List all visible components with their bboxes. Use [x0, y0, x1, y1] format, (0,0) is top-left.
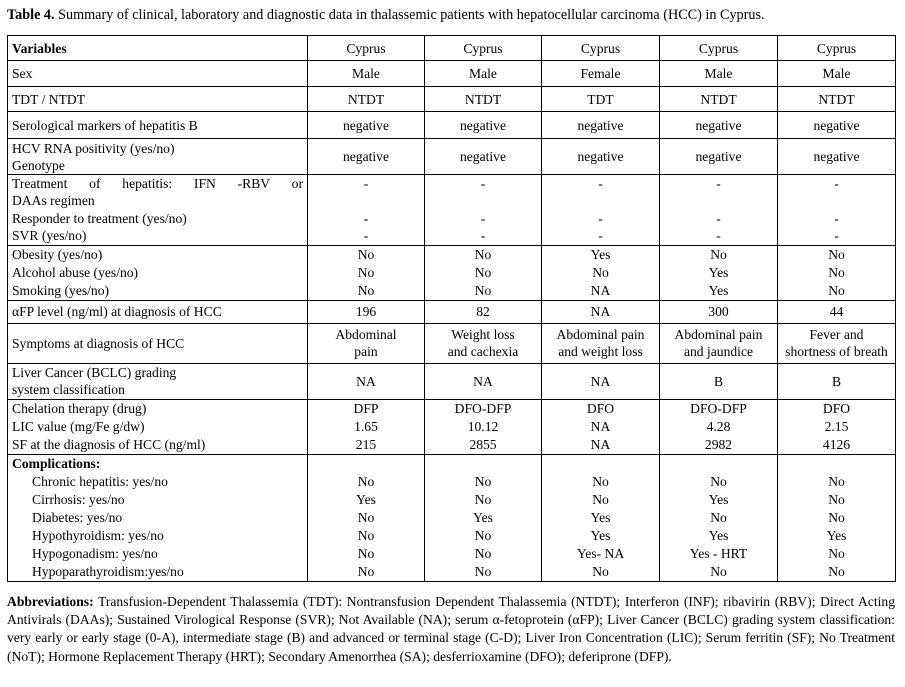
row-label: Alcohol abuse (yes/no): [8, 263, 308, 281]
row-label: Symptoms at diagnosis of HCC: [8, 323, 308, 363]
cell: No: [542, 562, 660, 581]
cell: Yes: [778, 526, 896, 544]
cell: Male: [778, 61, 896, 87]
header-patient-3: Cyprus: [542, 36, 660, 61]
cell: No: [660, 472, 778, 490]
row-sex: [8, 61, 896, 87]
row-tdt: [8, 87, 896, 112]
cell: Abdominal pain: [308, 323, 425, 363]
header-patient-1: Cyprus: [308, 36, 425, 61]
summary-table: [7, 35, 896, 582]
row-hypoparathyroidism: [8, 562, 896, 581]
cell: NA: [542, 435, 660, 454]
row-label: Diabetes: yes/no: [8, 508, 308, 526]
cell: No: [542, 472, 660, 490]
abbreviations-label: Abbreviations:: [7, 594, 94, 609]
row-label: Liver Cancer (BCLC) grading system classification: [8, 363, 308, 399]
cell: Yes: [542, 508, 660, 526]
row-hypogonadism: [8, 544, 896, 562]
cell: No: [308, 472, 425, 490]
cell: No: [660, 245, 778, 263]
row-hypothyroidism: [8, 526, 896, 544]
cell: DFO-DFP: [660, 399, 778, 417]
cell: No: [308, 562, 425, 581]
row-diabetes: [8, 508, 896, 526]
cell: No: [308, 508, 425, 526]
cell: Yes: [660, 263, 778, 281]
cell: Weight loss and cachexia: [425, 323, 542, 363]
cell: 215: [308, 435, 425, 454]
cell: NA: [542, 363, 660, 399]
row-alcohol: [8, 263, 896, 281]
cell: Yes: [660, 526, 778, 544]
cell: No: [308, 281, 425, 300]
cell: DFO: [542, 399, 660, 417]
cell: -: [778, 227, 896, 245]
cell: negative: [425, 139, 542, 175]
cell: Male: [308, 61, 425, 87]
cell: 44: [778, 300, 896, 323]
header-patient-2: Cyprus: [425, 36, 542, 61]
cell: No: [425, 472, 542, 490]
cell: TDT: [542, 87, 660, 112]
row-label: Treatment of hepatitis: IFN -RBV or DAAs regimen: [8, 175, 308, 210]
row-smoking: [8, 281, 896, 300]
row-label: Hypogonadism: yes/no: [8, 544, 308, 562]
cell: -: [542, 227, 660, 245]
cell: No: [778, 508, 896, 526]
row-chelation: [8, 399, 896, 417]
cell: -: [425, 209, 542, 227]
cell: -: [308, 175, 425, 210]
cell: -: [425, 175, 542, 210]
abbreviations-text: Transfusion-Dependent Thalassemia (TDT): Nontransfusion Dependent Thalassemia (NTDT); Interferon (INF); ribavirin (RBV); Direct Acting Antivirals (DAAs); Sustained Virological Response (SVR); Not Available (NA); serum α-fetoprotein (αFP); Liver Cancer (BCLC) grading system classification: very early or early stage (0-A), intermediate stage (B) and advanced or terminal stage (C-D); Liver Iron Concentration (LIC); Serum ferritin (SF); No Treatment (NoT); Hormone Replacement Therapy (HRT); Secondary Amenorrhea (SA); desferrioxamine (DFO); deferiprone (DFP).: [7, 594, 895, 664]
cell: 2982: [660, 435, 778, 454]
cell: 2.15: [778, 417, 896, 435]
cell: Abdominal pain and jaundice: [660, 323, 778, 363]
cell: NTDT: [425, 87, 542, 112]
cell: Yes: [308, 490, 425, 508]
row-label: SF at the diagnosis of HCC (ng/ml): [8, 435, 308, 454]
cell: No: [308, 526, 425, 544]
row-label: Responder to treatment (yes/no): [8, 209, 308, 227]
row-responder: [8, 209, 896, 227]
cell: No: [778, 263, 896, 281]
row-label: Chelation therapy (drug): [8, 399, 308, 417]
row-label: αFP level (ng/ml) at diagnosis of HCC: [8, 300, 308, 323]
table-caption: [7, 6, 902, 24]
cell: Yes- NA: [542, 544, 660, 562]
cell: No: [425, 544, 542, 562]
cell: No: [425, 245, 542, 263]
cell: NTDT: [660, 87, 778, 112]
cell: No: [542, 263, 660, 281]
cell: 4126: [778, 435, 896, 454]
row-treatment: [8, 175, 896, 210]
row-hcv: [8, 139, 896, 175]
cell: B: [778, 363, 896, 399]
cell: 196: [308, 300, 425, 323]
cell: Fever and shortness of breath: [778, 323, 896, 363]
cell: Yes: [542, 245, 660, 263]
cell: Yes: [425, 508, 542, 526]
cell: Yes: [542, 526, 660, 544]
cell: Abdominal pain and weight loss: [542, 323, 660, 363]
caption-text: Summary of clinical, laboratory and diagnostic data in thalassemic patients with hepatocellular carcinoma (HCC) in Cyprus.: [54, 7, 765, 23]
abbreviations-note: [7, 593, 895, 666]
cell: No: [660, 562, 778, 581]
cell: Male: [660, 61, 778, 87]
cell: No: [425, 263, 542, 281]
complications-heading: Complications:: [8, 454, 308, 472]
cell: Female: [542, 61, 660, 87]
cell: No: [425, 526, 542, 544]
cell: NA: [425, 363, 542, 399]
row-label: Chronic hepatitis: yes/no: [8, 472, 308, 490]
cell: No: [778, 562, 896, 581]
cell: No: [778, 544, 896, 562]
cell: NA: [542, 281, 660, 300]
cell: -: [542, 175, 660, 210]
cell: DFO: [778, 399, 896, 417]
cell: NTDT: [778, 87, 896, 112]
header-patient-5: Cyprus: [778, 36, 896, 61]
cell: negative: [308, 112, 425, 139]
cell: negative: [778, 112, 896, 139]
cell: -: [778, 175, 896, 210]
cell: No: [660, 508, 778, 526]
header-patient-4: Cyprus: [660, 36, 778, 61]
cell: -: [425, 227, 542, 245]
cell: 82: [425, 300, 542, 323]
row-label: Hypoparathyroidism:yes/no: [8, 562, 308, 581]
cell: No: [425, 490, 542, 508]
row-lic: [8, 417, 896, 435]
row-sf: [8, 435, 896, 454]
cell: No: [308, 263, 425, 281]
cell: 10.12: [425, 417, 542, 435]
cell: -: [778, 209, 896, 227]
cell: No: [778, 281, 896, 300]
row-label: SVR (yes/no): [8, 227, 308, 245]
cell: Male: [425, 61, 542, 87]
row-bclc: [8, 363, 896, 399]
cell: negative: [542, 139, 660, 175]
row-svr: [8, 227, 896, 245]
row-obesity: [8, 245, 896, 263]
header-row: [8, 36, 896, 61]
cell: NTDT: [308, 87, 425, 112]
row-label: Serological markers of hepatitis B: [8, 112, 308, 139]
cell: negative: [778, 139, 896, 175]
row-label: Cirrhosis: yes/no: [8, 490, 308, 508]
row-chronic-hepatitis: [8, 472, 896, 490]
row-cirrhosis: [8, 490, 896, 508]
row-label: Sex: [8, 61, 308, 87]
cell: No: [778, 472, 896, 490]
cell: 2855: [425, 435, 542, 454]
cell: 4.28: [660, 417, 778, 435]
header-variables: Variables: [8, 36, 308, 61]
cell: -: [308, 209, 425, 227]
cell: -: [660, 227, 778, 245]
row-symptoms: [8, 323, 896, 363]
row-label: HCV RNA positivity (yes/no) Genotype: [8, 139, 308, 175]
cell: No: [425, 281, 542, 300]
row-hepatitis-b: [8, 112, 896, 139]
row-complications-heading: [8, 454, 896, 472]
cell: NA: [308, 363, 425, 399]
row-label: LIC value (mg/Fe g/dw): [8, 417, 308, 435]
cell: No: [778, 245, 896, 263]
cell: No: [425, 562, 542, 581]
cell: -: [542, 209, 660, 227]
cell: -: [660, 175, 778, 210]
caption-label: Table 4.: [7, 7, 55, 23]
cell: NA: [542, 300, 660, 323]
cell: -: [308, 227, 425, 245]
cell: -: [660, 209, 778, 227]
row-label: Smoking (yes/no): [8, 281, 308, 300]
cell: negative: [660, 139, 778, 175]
cell: DFO-DFP: [425, 399, 542, 417]
cell: No: [542, 490, 660, 508]
cell: B: [660, 363, 778, 399]
cell: negative: [660, 112, 778, 139]
cell: negative: [542, 112, 660, 139]
cell: negative: [308, 139, 425, 175]
cell: NA: [542, 417, 660, 435]
row-label: Obesity (yes/no): [8, 245, 308, 263]
cell: No: [308, 245, 425, 263]
cell: 1.65: [308, 417, 425, 435]
cell: No: [778, 490, 896, 508]
cell: Yes: [660, 490, 778, 508]
row-label: TDT / NTDT: [8, 87, 308, 112]
row-label: Hypothyroidism: yes/no: [8, 526, 308, 544]
cell: No: [308, 544, 425, 562]
cell: negative: [425, 112, 542, 139]
cell: Yes - HRT: [660, 544, 778, 562]
cell: DFP: [308, 399, 425, 417]
row-afp: [8, 300, 896, 323]
cell: 300: [660, 300, 778, 323]
cell: Yes: [660, 281, 778, 300]
